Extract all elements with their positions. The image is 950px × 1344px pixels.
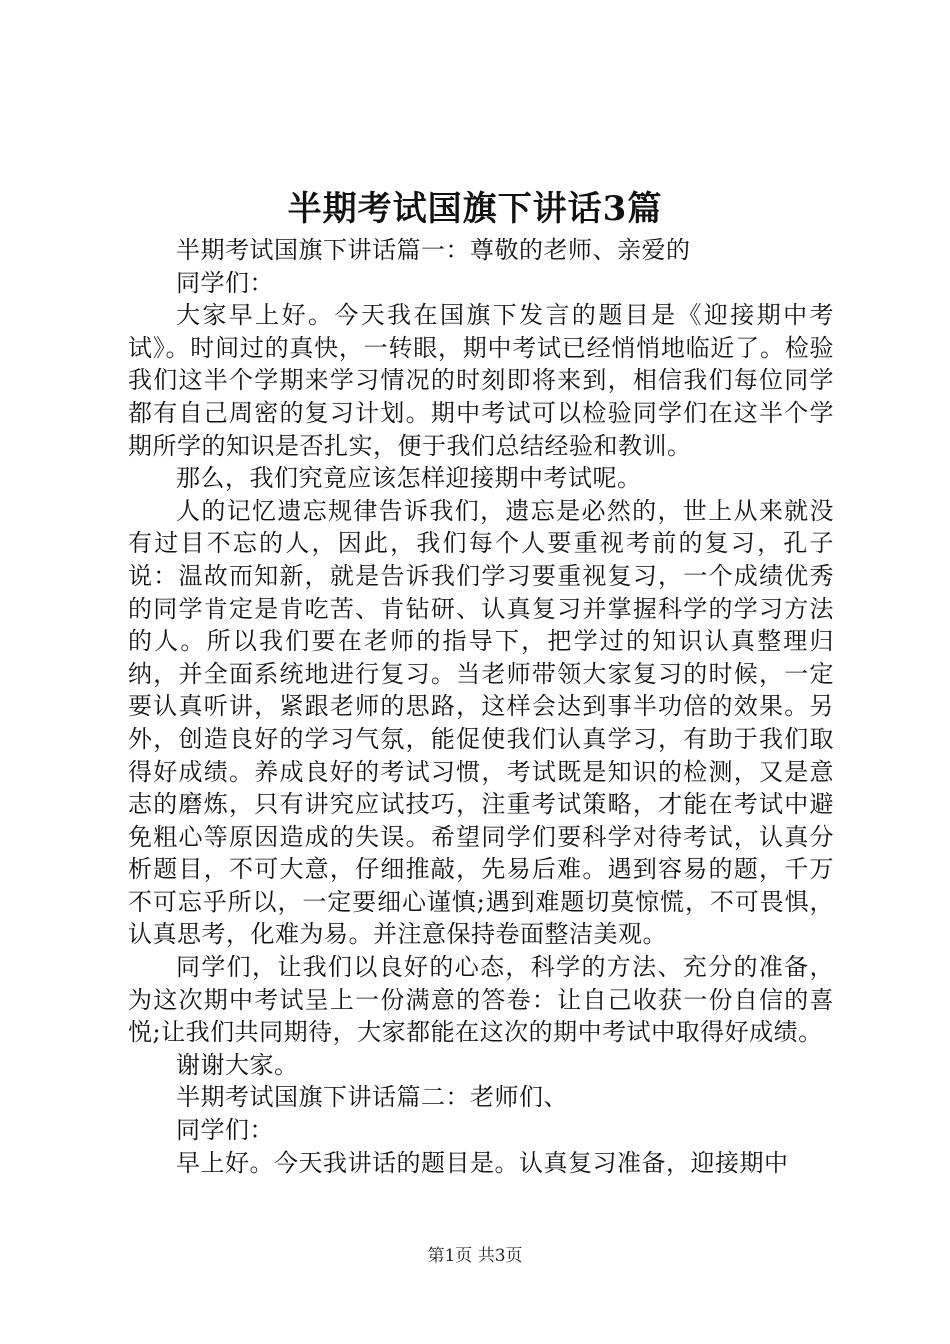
paragraph: 早上好。今天我讲话的题目是。认真复习准备，迎接期中: [176, 1148, 789, 1177]
paragraph: 谢谢大家。: [176, 1050, 299, 1079]
paragraph: 同学们：: [176, 268, 274, 297]
document-title: 半期考试国旗下讲话3篇: [287, 189, 663, 229]
paragraph: 那么，我们究竟应该怎样迎接期中考试呢。: [176, 464, 642, 493]
paragraph: 人的记忆遗忘规律告诉我们，遗忘是必然的，世上从来就没有过目不忘的人，因此，我们每个人要重视考前的复习，孔子说：温故而知新，就是告诉我们学习要重视复习，一个成绩优秀的同学肯定是肯吃苦、肯钻研、认真复习并掌握科学的学习方法的人。所以我们要在老师的指导下，把学过的知识认真整理归纳，并全面系统地进行复习。当老师带领大家复习的时候，一定要认真听讲，紧跟老师的思路，这样会达到事半功倍的效果。另外，创造良好的学习气氛，能促使我们认真学习，有助于我们取得好成绩。养成良好的考试习惯，考试既是知识的检测，又是意志的磨炼，只有讲究应试技巧，注重考试策略，才能在考试中避免粗心等原因造成的失误。希望同学们要科学对待考试，认真分析题目，不可大意，仔细推敲，先易后难。遇到容易的题，千万不可忘乎所以，一定要细心谨慎;遇到难题切莫惊慌，不可畏惧，认真思考，化难为易。并注意保持卷面整洁美观。: [128, 496, 834, 949]
document-body: [128, 234, 834, 1179]
page-number-footer: 第1页 共3页: [427, 1246, 523, 1266]
paragraph: 大家早上好。今天我在国旗下发言的题目是《迎接期中考试》。时间过的真快，一转眼，期中考试已经悄悄地临近了。检验我们这半个学期来学习情况的时刻即将来到，相信我们每位同学都有自己周密的复习计划。期中考试可以检验同学们在这半个学期所学的知识是否扎实，便于我们总结经验和教训。: [128, 301, 834, 460]
paragraph: 同学们：: [176, 1116, 274, 1145]
paragraph: 半期考试国旗下讲话篇二：老师们、: [176, 1083, 568, 1112]
paragraph: 半期考试国旗下讲话篇一：尊敬的老师、亲爱的: [176, 236, 691, 264]
paragraph: 同学们，让我们以良好的心态，科学的方法、充分的准备，为这次期中考试呈上一份满意的答卷：让自己收获一份自信的喜悦;让我们共同期待，大家都能在这次的期中考试中取得好成绩。: [128, 953, 834, 1047]
